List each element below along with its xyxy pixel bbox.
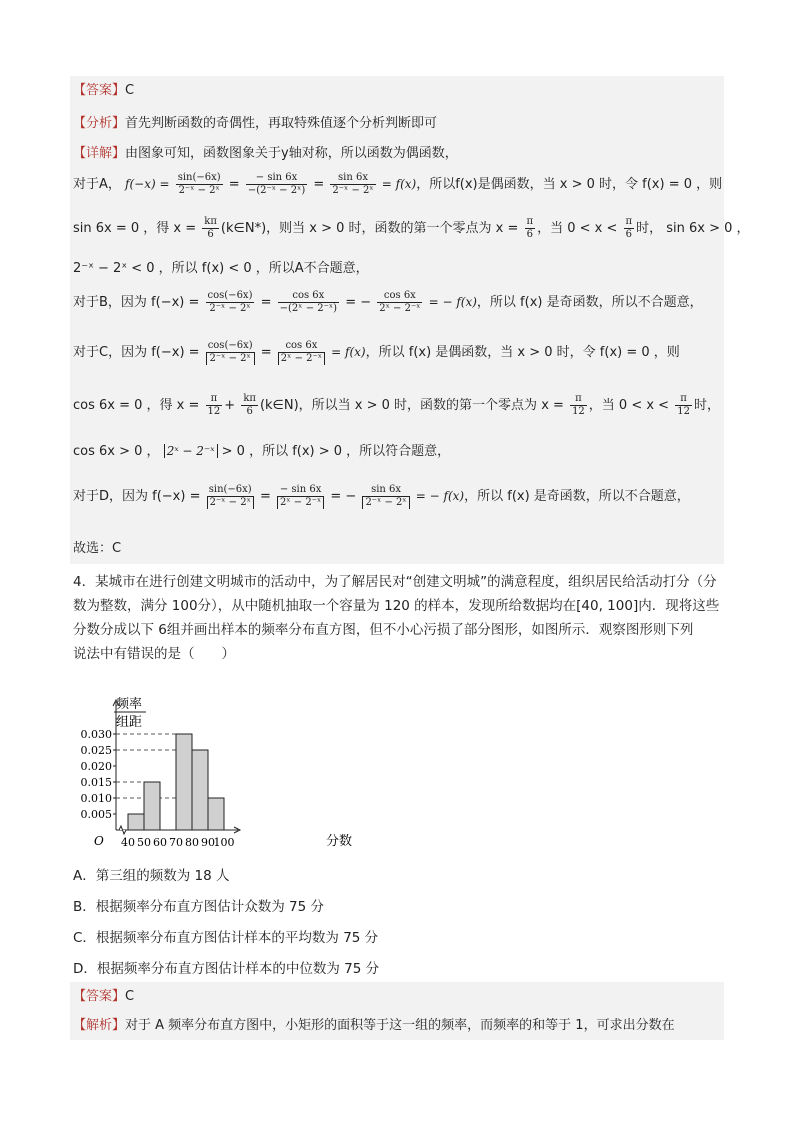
denominator: 2ˣ − 2⁻ˣ <box>277 497 324 509</box>
case-c-line3 <box>73 442 450 461</box>
question-line: 数为整数，满分 100分），从中随机抽取一个容量为 120 的样本，发现所给数据均在[40, 100]内．现将这些 <box>73 598 720 614</box>
case-a-line1: 对于A， f(−x) = $\frac{\sin(-6x)}{\text{2⁻ˣ − 2ˣ}}$ = $\frac{- \sin 6x}{\text{−(2⁻ˣ − 2ˣ)}}$ = $\frac{\sin 6x}{\text{2⁻ˣ − 2ˣ}}$ = f(x)，所以f(x)是偶函数，当 x > 0 时，令 f(x) = 0 ，则 <box>73 172 723 196</box>
y-label-top: 频率 <box>116 697 143 712</box>
x-tick-label: 50 <box>137 836 151 849</box>
y-tick-label: 0.005 <box>80 808 112 821</box>
denominator: 6 <box>526 229 533 240</box>
numerator: sin 6x <box>362 484 409 497</box>
fraction <box>241 393 258 418</box>
analysis2-text: 对于 A 频率分布直方图中，小矩形的面积等于这一组的频率，而频率的和等于 1，可求出分数在 <box>125 1018 675 1033</box>
numerator: cos 6x <box>278 290 339 303</box>
case-c-line1: 对于C，因为 f(−x) = $\frac{\cos(-6x)}{\text{2⁻ˣ − 2ˣ}}$ = $\frac{\cos 6x}{\text{2ˣ − 2⁻ˣ}}$ = f(x)，所以 f(x) 是偶函数，当 x > 0 时，令 f(x) = 0 ，则 <box>73 340 680 364</box>
denominator: 6 <box>625 229 632 240</box>
fraction <box>624 216 635 241</box>
numerator: π <box>206 393 223 406</box>
denominator: 12 <box>207 406 221 417</box>
denominator: 2⁻ˣ − 2ˣ <box>362 497 409 509</box>
fraction <box>675 393 692 418</box>
denominator: 6 <box>246 406 253 417</box>
numerator: π <box>625 216 633 227</box>
fraction <box>362 484 409 509</box>
text: ，所以 f(x) 是偶函数，当 x > 0 时，令 f(x) = 0 ，则 <box>365 345 680 360</box>
denominator: 12 <box>677 406 690 417</box>
fraction <box>570 393 587 418</box>
denominator: 2⁻ˣ − 2ˣ <box>178 185 220 196</box>
analysis-line <box>73 115 437 133</box>
text: ，当 0 < x < <box>588 398 670 413</box>
fraction <box>246 172 307 197</box>
option-a: A．第三组的频数为 18 人 <box>73 868 230 884</box>
numerator: cos(−6x) <box>207 340 253 351</box>
numerator: − sin 6x <box>277 484 324 497</box>
denominator: −(2ˣ − 2⁻ˣ) <box>279 303 338 314</box>
text: > 0 ，所以 f(x) > 0 ，所以符合题意， <box>221 444 451 459</box>
question-4 <box>73 570 723 666</box>
fraction <box>207 484 254 509</box>
detail-text: 由图象可知，函数图象关于y轴对称，所以函数为偶函数， <box>125 146 458 161</box>
text: cos 6x > 0 ， <box>73 444 160 459</box>
answer-line <box>73 82 134 100</box>
case-d-label: 对于D，因为 f(−x) = <box>73 489 201 504</box>
detail-line <box>73 145 458 163</box>
y-tick-label: 0.010 <box>80 792 112 805</box>
text: = − <box>345 295 372 310</box>
y-tick-label: 0.020 <box>80 760 112 773</box>
x-tick-label: 100 <box>213 836 235 849</box>
denominator: 12 <box>572 406 585 417</box>
text: sin 6x = 0 ，得 x = <box>73 221 197 236</box>
text: ，所以 f(x) 是奇函数，所以不合题意， <box>464 489 690 504</box>
case-a-line2 <box>73 216 750 241</box>
case-a-label: 对于A， <box>73 177 121 192</box>
case-b-line: 对于B，因为 f(−x) = $\frac{\cos(-6x)}{\text{2⁻ˣ − 2ˣ}}$ = $\frac{\cos 6x}{\text{−(2ˣ − 2⁻ˣ)}}$ = − $\frac{\cos 6x}{\text{2ˣ − 2⁻ˣ}}$ = − f(x)，所以 f(x) 是奇函数，所以不合题意， <box>73 290 703 314</box>
text: = − <box>330 489 357 504</box>
text: (k∈N*)，则当 x > 0 时，函数的第一个零点为 x = <box>220 221 519 236</box>
analysis-text: 首先判断函数的奇偶性，再取特殊值逐个分析判断即可 <box>125 116 438 131</box>
option-c: C．根据频率分布直方图估计样本的平均数为 75 分 <box>73 930 379 946</box>
abs-expression: 2ˣ − 2⁻ˣ <box>164 444 218 458</box>
question-line: 4．某城市在进行创建文明城市的活动中，为了解居民对“创建文明城”的满意程度，组织居民给活动打分（分 <box>73 574 717 590</box>
option-d: D．根据频率分布直方图估计样本的中位数为 75 分 <box>73 961 380 977</box>
denominator: 2ˣ − 2⁻ˣ <box>278 353 325 365</box>
analysis2-tag: 【解析】 <box>73 1018 126 1033</box>
denominator: 2ˣ − 2⁻ˣ <box>379 303 421 314</box>
case-d-result: = − f(x) <box>415 489 465 503</box>
numerator: sin(−6x) <box>207 484 254 497</box>
denominator: 6 <box>207 229 214 240</box>
fraction <box>202 216 219 241</box>
fraction <box>278 290 339 315</box>
numerator: sin 6x <box>330 172 375 185</box>
y-label-bottom: 组距 <box>116 715 143 730</box>
frequency-histogram <box>70 690 370 856</box>
origin-label: O <box>94 834 104 848</box>
x-tick-label: 70 <box>169 836 183 849</box>
fraction <box>525 216 536 241</box>
x-tick-label: 40 <box>121 836 135 849</box>
analysis2-line <box>73 1017 675 1035</box>
fraction <box>206 340 255 365</box>
option-b: B．根据频率分布直方图估计众数为 75 分 <box>73 899 325 915</box>
case-c-line2 <box>73 393 720 418</box>
answer2-tag: 【答案】 <box>73 989 126 1004</box>
answer-value: C <box>125 83 135 98</box>
y-tick-label: 0.015 <box>80 776 112 789</box>
fraction <box>278 340 325 365</box>
fraction <box>206 393 223 418</box>
answer2-value: C <box>125 989 135 1004</box>
answer-tag: 【答案】 <box>73 83 126 98</box>
fraction <box>176 172 223 197</box>
text: 时， sin 6x > 0 ， <box>636 221 750 236</box>
y-tick-label: 0.030 <box>80 728 112 741</box>
answer2-line <box>73 988 134 1006</box>
detail-tag: 【详解】 <box>73 146 126 161</box>
choice-line <box>73 540 121 558</box>
denominator: 2⁻ˣ − 2ˣ <box>209 303 251 314</box>
y-tick-label: 0.025 <box>80 744 112 757</box>
text: + <box>224 398 236 413</box>
axis-break <box>119 826 126 834</box>
numerator: kπ <box>243 393 256 404</box>
case-c-label: 对于C，因为 f(−x) = <box>73 345 200 360</box>
case-a-text: ，所以f(x)是偶函数，当 x > 0 时，令 f(x) = 0 ，则 <box>416 177 723 192</box>
fraction <box>377 290 422 315</box>
fraction <box>330 172 375 197</box>
text: (k∈N)，所以当 x > 0 时，函数的第一个零点为 x = <box>259 398 564 413</box>
text: 2⁻ˣ − 2ˣ < 0 ，所以 f(x) < 0 ，所以A不合题意， <box>73 261 369 276</box>
fraction <box>206 290 255 315</box>
choice-text: 故选：C <box>73 541 122 556</box>
text: ，所以 f(x) 是奇函数，所以不合题意， <box>476 295 703 310</box>
denominator: 2⁻ˣ − 2ˣ <box>207 497 254 509</box>
denominator: 2⁻ˣ − 2ˣ <box>332 185 374 196</box>
numerator: π <box>675 393 692 406</box>
analysis-tag: 【分析】 <box>73 116 126 131</box>
case-c-result: = f(x) <box>331 345 366 359</box>
text: 时， <box>693 398 720 413</box>
x-tick-label: 90 <box>201 836 215 849</box>
histogram-bar <box>144 782 160 830</box>
case-a-line3 <box>73 260 369 278</box>
histogram-bar <box>176 734 192 830</box>
numerator: cos(−6x) <box>207 290 253 301</box>
histogram-bar <box>128 814 144 830</box>
x-tick-label: 80 <box>185 836 199 849</box>
fraction <box>277 484 324 509</box>
histogram-bar <box>208 798 224 830</box>
histogram-bar <box>192 750 208 830</box>
case-a-expr: f(−x) = <box>125 177 170 191</box>
case-b-result: = − f(x) <box>428 295 477 309</box>
question-line: 分数分成以下 6组并画出样本的频率分布直方图，但不小心污损了部分图形，如图所示．观察图形则下列 <box>73 622 694 638</box>
case-b-label: 对于B，因为 f(−x) = <box>73 295 200 310</box>
case-d-line: 对于D，因为 f(−x) = $\frac{\sin(-6x)}{\text{2⁻ˣ − 2ˣ}}$ = $\frac{- \sin 6x}{\text{2ˣ − 2⁻ˣ}}$ = − $\frac{\sin 6x}{\text{2⁻ˣ − 2ˣ}}$ = − f(x)，所以 f(x) 是奇函数，所以不合题意， <box>73 484 690 508</box>
numerator: π <box>526 216 534 227</box>
case-a-result: = f(x) <box>381 177 417 191</box>
numerator: kπ <box>204 216 217 227</box>
x-axis-label: 分数 <box>326 834 353 849</box>
x-tick-label: 60 <box>153 836 167 849</box>
numerator: − sin 6x <box>246 172 307 185</box>
numerator: cos 6x <box>377 290 422 303</box>
numerator: sin(−6x) <box>177 172 221 183</box>
numerator: π <box>570 393 587 406</box>
denominator: 2⁻ˣ − 2ˣ <box>206 353 255 365</box>
text: ，当 0 < x < <box>537 221 618 236</box>
denominator: −(2⁻ˣ − 2ˣ) <box>247 185 306 196</box>
question-line: 说法中有错误的是（ ） <box>73 646 235 662</box>
text: cos 6x = 0 ，得 x = <box>73 398 200 413</box>
numerator: cos 6x <box>278 340 325 353</box>
